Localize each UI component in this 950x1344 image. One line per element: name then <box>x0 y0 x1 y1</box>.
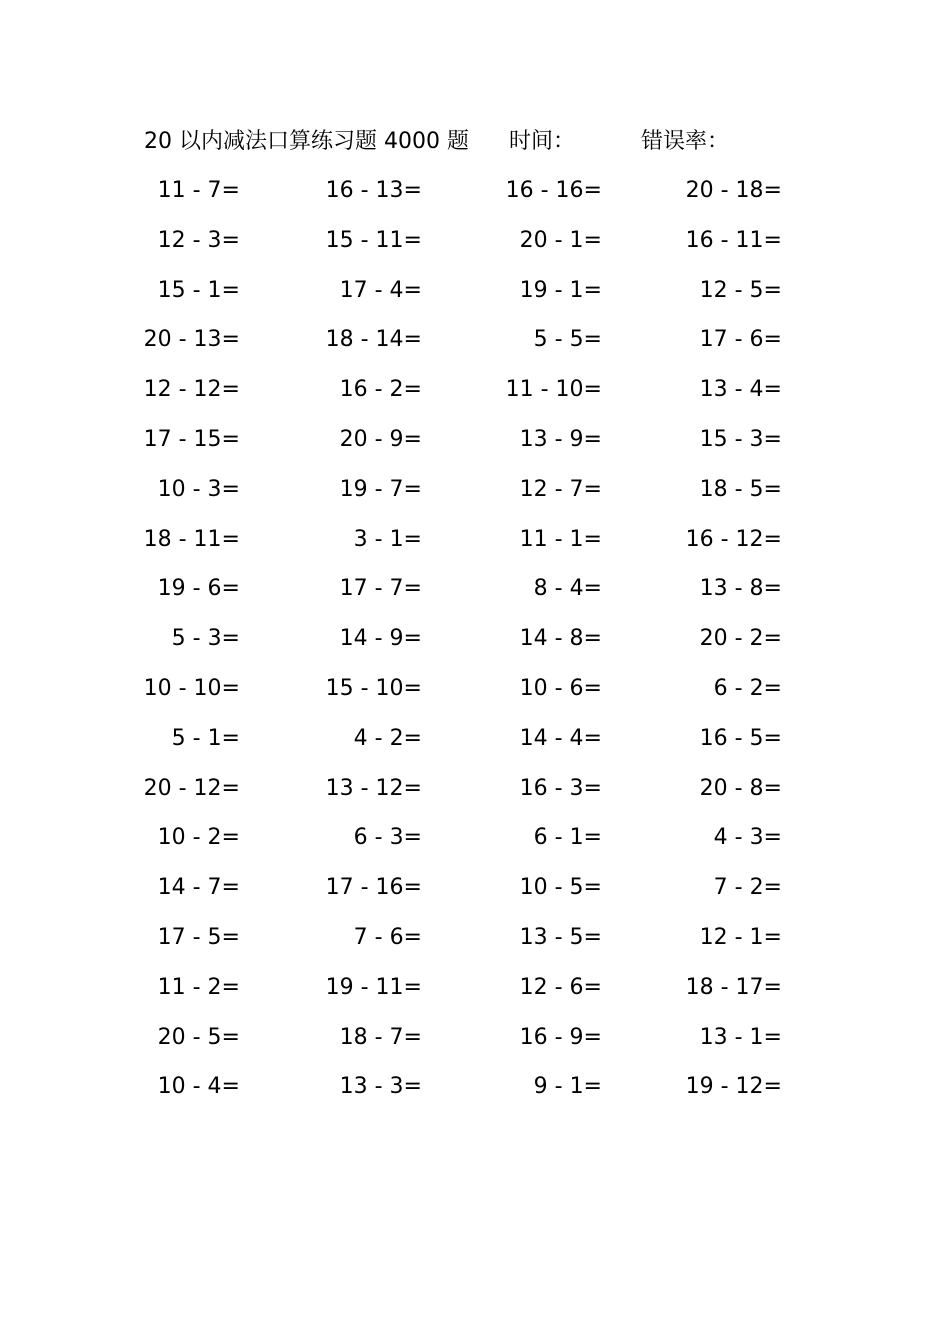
problem-item: 10 - 6= <box>519 675 602 701</box>
problem-item: 20 - 1= <box>519 227 602 253</box>
problem-item: 6 - 2= <box>713 675 782 701</box>
problem-item: 12 - 5= <box>699 277 782 303</box>
problem-item: 13 - 9= <box>519 426 602 452</box>
problem-item: 19 - 6= <box>157 576 240 602</box>
problem-item: 20 - 2= <box>699 626 782 652</box>
problem-item: 16 - 11= <box>685 227 782 253</box>
problem-item: 19 - 11= <box>325 974 422 1000</box>
problem-item: 16 - 9= <box>519 1024 602 1050</box>
problem-item: 12 - 3= <box>157 227 240 253</box>
problem-row <box>0 721 950 771</box>
problem-item: 18 - 7= <box>339 1024 422 1050</box>
problem-row <box>0 771 950 821</box>
problem-item: 20 - 18= <box>685 178 782 203</box>
problem-item: 13 - 12= <box>325 775 422 801</box>
problem-item: 18 - 5= <box>699 476 782 502</box>
problem-item: 16 - 16= <box>505 178 602 203</box>
problem-item: 5 - 1= <box>171 725 240 751</box>
problem-row <box>0 970 950 1020</box>
problem-item: 19 - 12= <box>685 1074 782 1100</box>
problem-item: 14 - 8= <box>519 626 602 652</box>
problem-item: 12 - 6= <box>519 974 602 1000</box>
problem-item: 13 - 1= <box>699 1024 782 1050</box>
problem-item: 16 - 5= <box>699 725 782 751</box>
problem-item: 13 - 5= <box>519 924 602 950</box>
problem-item: 3 - 1= <box>353 526 422 552</box>
problem-item: 10 - 3= <box>157 476 240 502</box>
problem-row <box>0 870 950 920</box>
problem-item: 11 - 2= <box>157 974 240 1000</box>
problem-item: 17 - 16= <box>325 875 422 901</box>
problem-item: 20 - 12= <box>143 775 240 801</box>
problem-item: 15 - 11= <box>325 227 422 253</box>
problem-row <box>0 920 950 970</box>
problem-item: 13 - 8= <box>699 576 782 602</box>
problem-item: 17 - 6= <box>699 327 782 353</box>
problem-item: 12 - 7= <box>519 476 602 502</box>
problem-item: 19 - 1= <box>519 277 602 303</box>
problem-item: 13 - 4= <box>699 377 782 403</box>
problem-item: 6 - 3= <box>353 825 422 851</box>
problem-item: 17 - 15= <box>143 426 240 452</box>
problem-item: 12 - 12= <box>143 377 240 403</box>
problem-item: 14 - 7= <box>157 875 240 901</box>
problem-item: 12 - 1= <box>699 924 782 950</box>
problem-item: 10 - 4= <box>157 1074 240 1100</box>
problem-item: 17 - 4= <box>339 277 422 303</box>
problem-row <box>0 372 950 422</box>
problem-item: 13 - 3= <box>339 1074 422 1100</box>
problem-item: 20 - 8= <box>699 775 782 801</box>
problem-item: 18 - 14= <box>325 327 422 353</box>
problem-item: 9 - 1= <box>533 1074 602 1100</box>
problem-item: 17 - 5= <box>157 924 240 950</box>
problem-item: 14 - 4= <box>519 725 602 751</box>
time-label: 时间： <box>509 129 576 154</box>
problem-item: 16 - 13= <box>325 178 422 203</box>
problem-row <box>0 173 950 223</box>
problem-row <box>0 621 950 671</box>
problem-item: 19 - 7= <box>339 476 422 502</box>
problem-item: 15 - 10= <box>325 675 422 701</box>
problem-item: 17 - 7= <box>339 576 422 602</box>
problem-row <box>0 472 950 522</box>
worksheet-title: 20 以内减法口算练习题 4000 题 <box>144 129 469 154</box>
problem-row <box>0 571 950 621</box>
problem-row <box>0 422 950 472</box>
problem-item: 8 - 4= <box>533 576 602 602</box>
problem-item: 14 - 9= <box>339 626 422 652</box>
problem-item: 15 - 3= <box>699 426 782 452</box>
problem-item: 20 - 5= <box>157 1024 240 1050</box>
problem-item: 10 - 2= <box>157 825 240 851</box>
problem-row <box>0 223 950 273</box>
problem-item: 11 - 7= <box>157 178 240 203</box>
problem-item: 5 - 3= <box>171 626 240 652</box>
problem-item: 7 - 2= <box>713 875 782 901</box>
problem-row <box>0 1069 950 1119</box>
problem-item: 18 - 17= <box>685 974 782 1000</box>
problem-row <box>0 273 950 323</box>
problem-item: 11 - 10= <box>505 377 602 403</box>
problem-item: 20 - 9= <box>339 426 422 452</box>
problem-item: 4 - 2= <box>353 725 422 751</box>
problem-item: 7 - 6= <box>353 924 422 950</box>
problem-row <box>0 820 950 870</box>
problem-row <box>0 671 950 721</box>
problem-row <box>0 1020 950 1070</box>
problem-row <box>0 522 950 572</box>
problem-row <box>0 322 950 372</box>
problem-item: 6 - 1= <box>533 825 602 851</box>
problem-item: 16 - 3= <box>519 775 602 801</box>
problem-item: 15 - 1= <box>157 277 240 303</box>
problem-item: 4 - 3= <box>713 825 782 851</box>
problem-item: 5 - 5= <box>533 327 602 353</box>
problem-item: 11 - 1= <box>519 526 602 552</box>
problem-item: 16 - 12= <box>685 526 782 552</box>
problem-item: 18 - 11= <box>143 526 240 552</box>
error-rate-label: 错误率： <box>641 129 730 154</box>
problem-item: 10 - 5= <box>519 875 602 901</box>
problem-item: 10 - 10= <box>143 675 240 701</box>
problem-item: 16 - 2= <box>339 377 422 403</box>
problem-item: 20 - 13= <box>143 327 240 353</box>
problem-grid <box>0 173 950 1119</box>
